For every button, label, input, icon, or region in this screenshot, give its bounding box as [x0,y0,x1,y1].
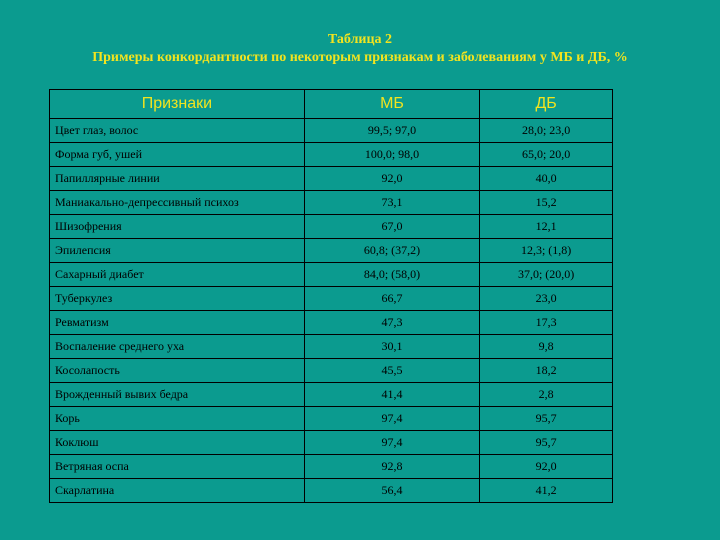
row-mb-value: 92,0 [304,167,480,191]
table-row [50,335,613,359]
row-trait-name: Врожденный вывих бедра [50,383,305,407]
row-trait-name: Коклюш [50,431,305,455]
row-mb-value: 97,4 [304,407,480,431]
table-row [50,431,613,455]
table-caption: Таблица 2 [327,32,393,47]
row-mb-value: 56,4 [304,479,480,503]
row-db-value: 17,3 [480,311,613,335]
row-db-value: 2,8 [480,383,613,407]
table-row [50,239,613,263]
table-row [50,311,613,335]
row-trait-name: Эпилепсия [50,239,305,263]
row-db-value: 92,0 [480,455,613,479]
row-trait-name: Ревматизм [50,311,305,335]
row-db-value: 9,8 [480,335,613,359]
table-row [50,119,613,143]
row-db-value: 12,1 [480,215,613,239]
header-row [50,90,613,119]
row-db-value: 23,0 [480,287,613,311]
table-title: Примеры конкордантности по некоторым признакам и заболеваниям у МБ и ДБ, % [92,50,628,65]
row-trait-name: Воспаление среднего уха [50,335,305,359]
table-row [50,191,613,215]
table-row [50,479,613,503]
row-mb-value: 99,5; 97,0 [304,119,480,143]
row-mb-value: 47,3 [304,311,480,335]
row-db-value: 28,0; 23,0 [480,119,613,143]
row-db-value: 65,0; 20,0 [480,143,613,167]
table-row [50,383,613,407]
header-mb: МБ [304,90,480,119]
row-mb-value: 67,0 [304,215,480,239]
row-trait-name: Маниакально-депрессивный психоз [50,191,305,215]
row-db-value: 15,2 [480,191,613,215]
row-trait-name: Туберкулез [50,287,305,311]
table-row [50,455,613,479]
row-trait-name: Скарлатина [50,479,305,503]
row-db-value: 37,0; (20,0) [480,263,613,287]
row-db-value: 18,2 [480,359,613,383]
row-trait-name: Цвет глаз, волос [50,119,305,143]
row-mb-value: 45,5 [304,359,480,383]
header-traits: Признаки [50,90,305,119]
table-row [50,359,613,383]
row-mb-value: 60,8; (37,2) [304,239,480,263]
table-row [50,215,613,239]
table-row [50,263,613,287]
row-mb-value: 92,8 [304,455,480,479]
row-trait-name: Шизофрения [50,215,305,239]
row-mb-value: 66,7 [304,287,480,311]
row-trait-name: Косолапость [50,359,305,383]
header-db: ДБ [480,90,613,119]
row-db-value: 12,3; (1,8) [480,239,613,263]
row-db-value: 40,0 [480,167,613,191]
row-mb-value: 73,1 [304,191,480,215]
row-mb-value: 30,1 [304,335,480,359]
row-db-value: 95,7 [480,407,613,431]
row-mb-value: 41,4 [304,383,480,407]
table-row [50,167,613,191]
row-db-value: 41,2 [480,479,613,503]
concordance-table [49,89,613,503]
row-trait-name: Корь [50,407,305,431]
row-mb-value: 84,0; (58,0) [304,263,480,287]
row-trait-name: Папиллярные линии [50,167,305,191]
row-trait-name: Форма губ, ушей [50,143,305,167]
table-row [50,143,613,167]
row-mb-value: 100,0; 98,0 [304,143,480,167]
row-trait-name: Сахарный диабет [50,263,305,287]
table-row [50,407,613,431]
row-trait-name: Ветряная оспа [50,455,305,479]
table-row [50,287,613,311]
row-mb-value: 97,4 [304,431,480,455]
row-db-value: 95,7 [480,431,613,455]
